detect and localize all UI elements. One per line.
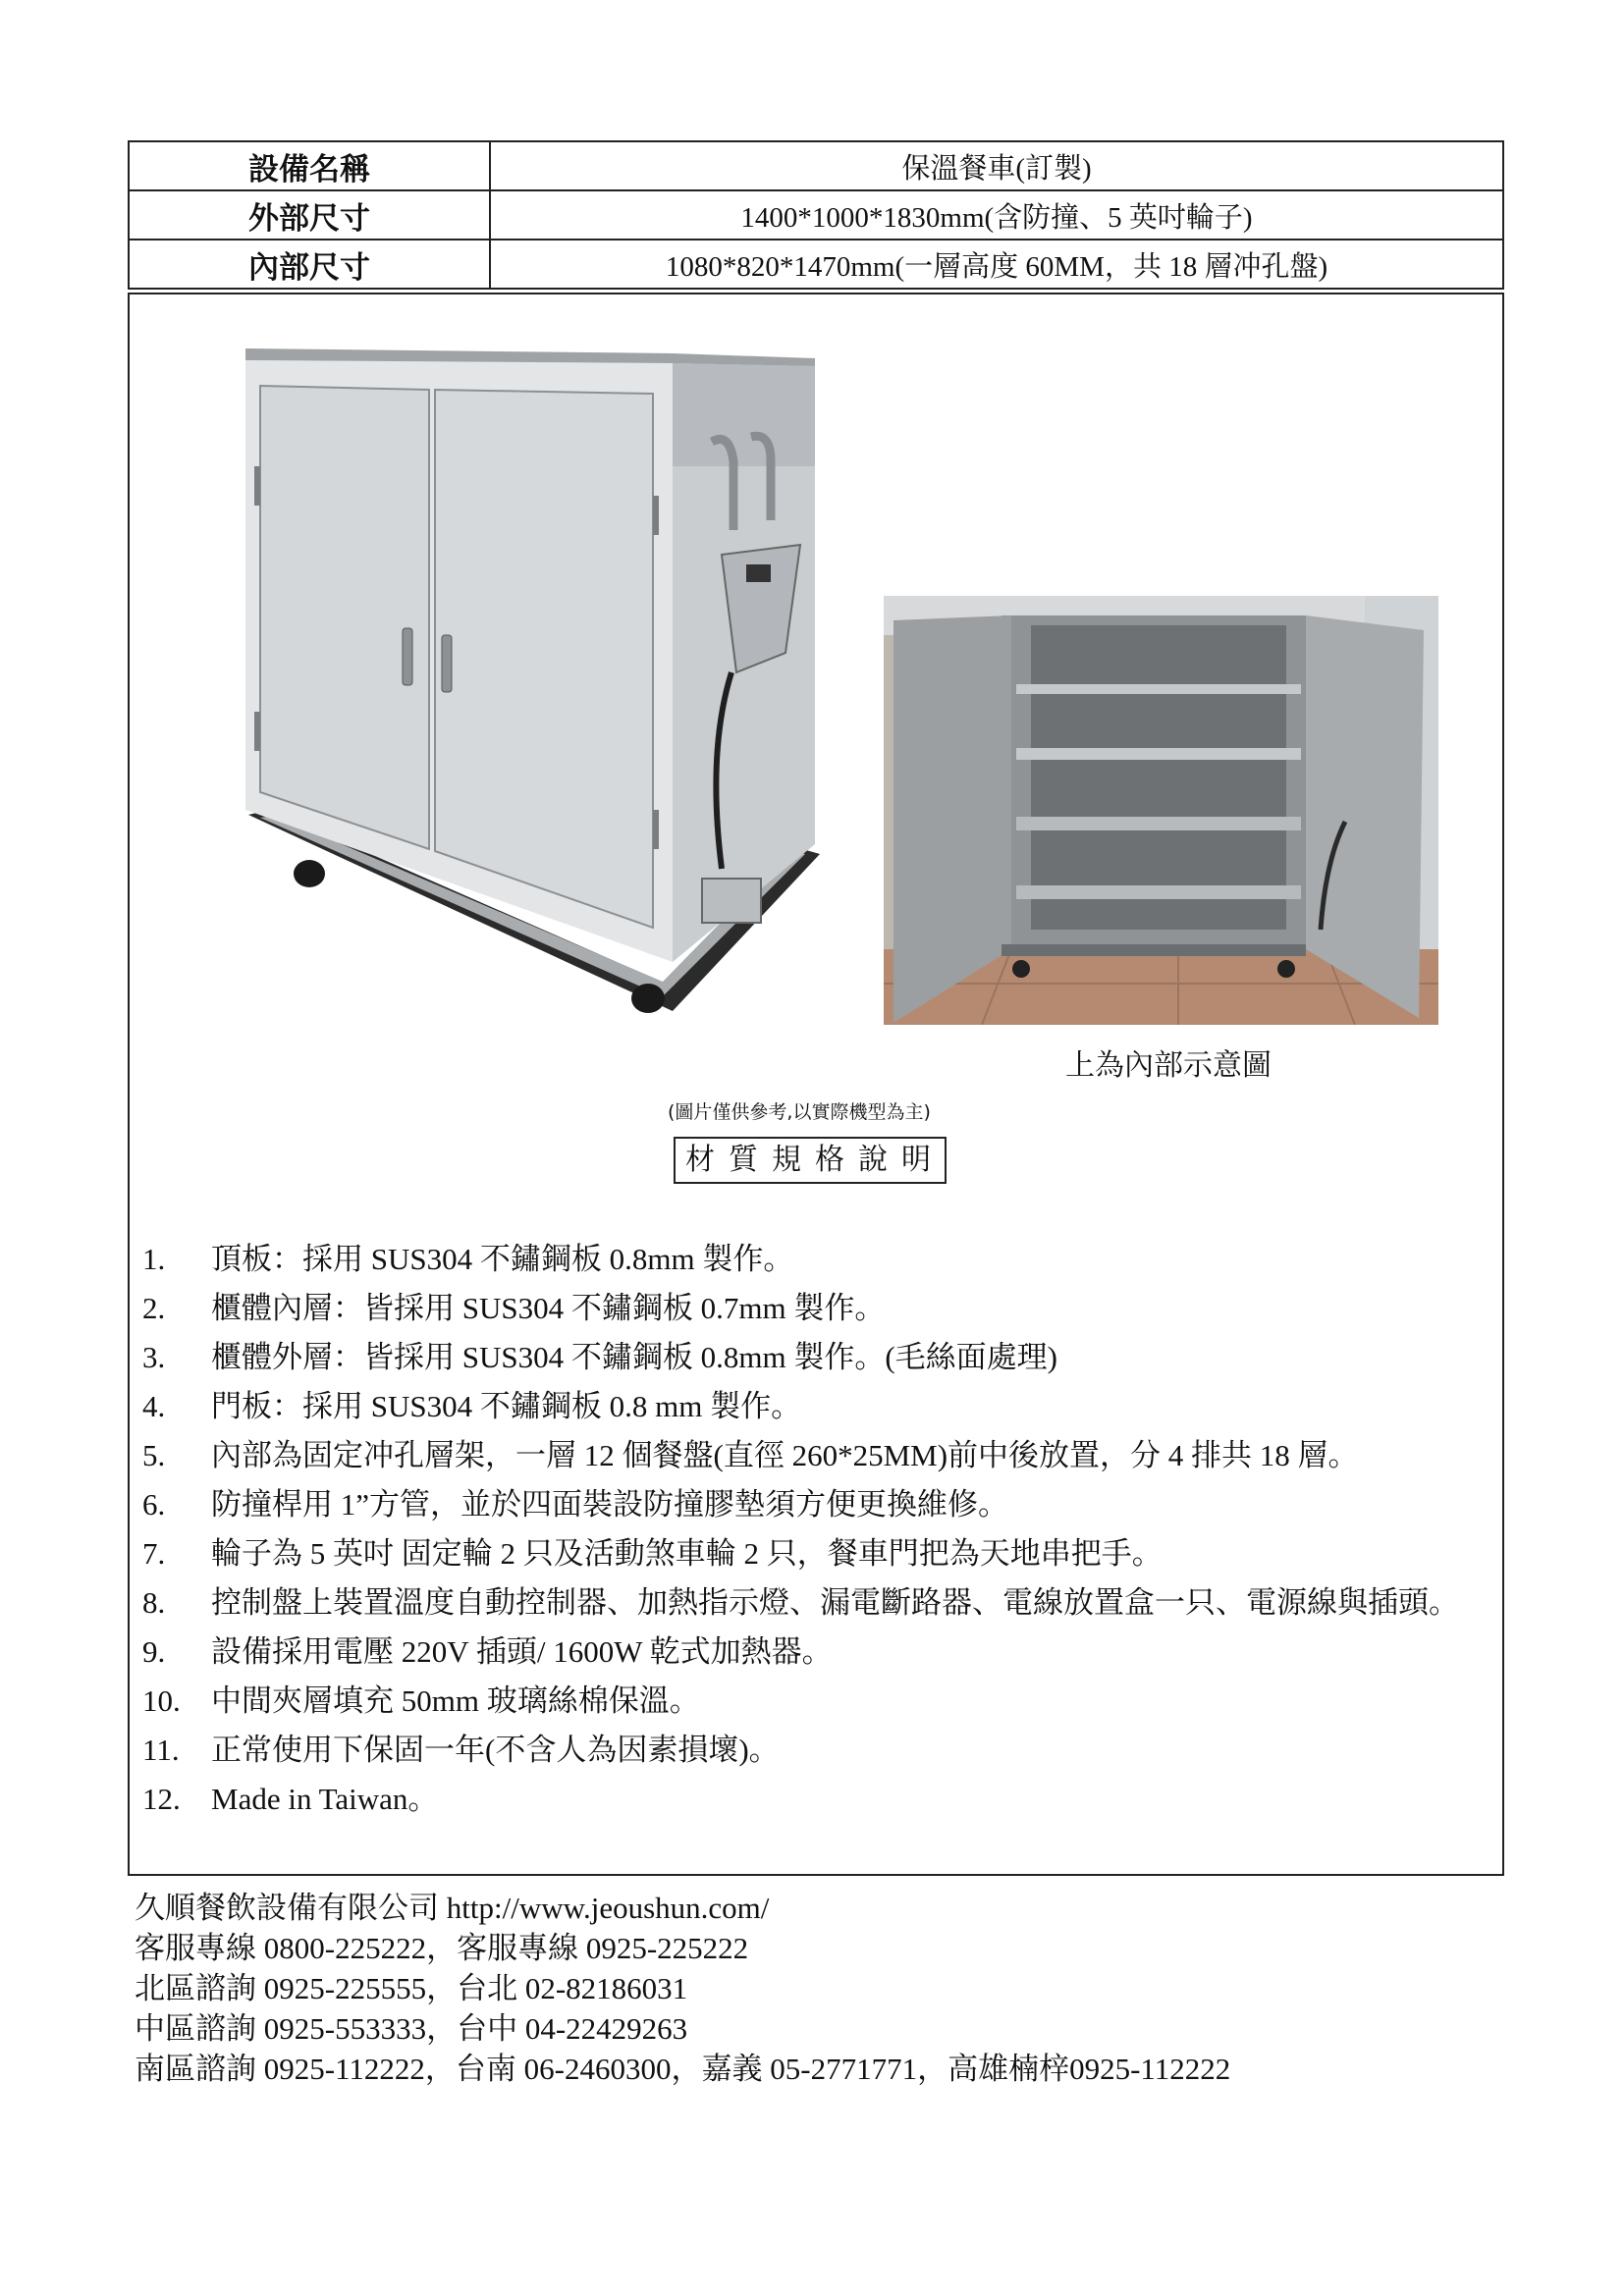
list-item <box>142 1235 1497 1284</box>
spec-value: 1080*820*1470mm(一層高度 60MM，共 18 層冲孔盤) <box>490 240 1503 289</box>
interior-caption: 上為內部示意圖 <box>1065 1048 1272 1083</box>
list-item <box>142 1284 1497 1333</box>
footer-company-line: 久順餐飲設備有限公司 http://www.jeoushun.com/ <box>135 1891 770 1925</box>
item-text: 防撞桿用 1”方管，並於四面裝設防撞膠墊須方便更換維修。 <box>211 1487 1009 1522</box>
image-disclaimer: (圖片僅供參考,以實際機型為主) <box>668 1101 931 1123</box>
company-footer <box>135 1888 1230 2089</box>
item-text: 中間夾層填充 50mm 玻璃絲棉保溫。 <box>211 1683 700 1718</box>
item-text: 控制盤上裝置溫度自動控制器、加熱指示燈、漏電斷路器、電線放置盒一只、電源線與插頭。 <box>211 1585 1459 1620</box>
section-title: 材質規格說明 <box>674 1137 947 1184</box>
spec-label: 外部尺寸 <box>129 190 490 240</box>
item-number: 12. <box>142 1782 181 1816</box>
list-item <box>142 1480 1497 1529</box>
item-text: 設備採用電壓 220V 插頭/ 1600W 乾式加熱器。 <box>211 1634 833 1669</box>
list-item <box>142 1333 1497 1382</box>
spec-table <box>128 140 1504 290</box>
list-item <box>142 1431 1497 1480</box>
footer-hotline: 客服專線 0800-225222，客服專線 0925-225222 <box>135 1931 749 1965</box>
item-text: 正常使用下保固一年(不含人為因素損壞)。 <box>211 1733 780 1767</box>
item-number: 3. <box>142 1340 166 1374</box>
spec-list <box>142 1235 1497 1824</box>
item-text: Made in Taiwan。 <box>211 1782 439 1816</box>
item-number: 8. <box>142 1585 166 1620</box>
item-number: 7. <box>142 1536 166 1571</box>
item-text: 輪子為 5 英吋 固定輪 2 只及活動煞車輪 2 只，餐車門把為天地串把手。 <box>211 1536 1163 1571</box>
list-item <box>142 1775 1497 1824</box>
item-text: 門板：採用 SUS304 不鏽鋼板 0.8 mm 製作。 <box>211 1389 802 1423</box>
item-number: 6. <box>142 1487 166 1522</box>
footer-south: 南區諮詢 0925-112222，台南 06-2460300，嘉義 05-2771771，高雄楠梓0925-112222 <box>135 2052 1231 2086</box>
list-item <box>142 1529 1497 1578</box>
item-number: 9. <box>142 1634 166 1669</box>
spec-value: 1400*1000*1830mm(含防撞、5 英吋輪子) <box>490 190 1503 240</box>
spec-row-name <box>129 141 1503 190</box>
item-number: 2. <box>142 1291 166 1325</box>
item-text: 櫃體內層：皆採用 SUS304 不鏽鋼板 0.7mm 製作。 <box>211 1291 886 1325</box>
item-number: 10. <box>142 1683 181 1718</box>
spec-label: 內部尺寸 <box>129 240 490 289</box>
cart-exterior-photo <box>241 348 825 1021</box>
list-item <box>142 1726 1497 1775</box>
spec-value: 保溫餐車(訂製) <box>490 141 1503 190</box>
item-text: 內部為固定冲孔層架，一層 12 個餐盤(直徑 260*25MM)前中後放置，分 4 排共 18 層。 <box>211 1438 1359 1472</box>
footer-central: 中區諮詢 0925-553333，台中 04-22429263 <box>135 2011 688 2046</box>
list-item <box>142 1382 1497 1431</box>
list-item <box>142 1578 1497 1628</box>
item-number: 1. <box>142 1242 166 1276</box>
list-item <box>142 1677 1497 1726</box>
item-number: 4. <box>142 1389 166 1423</box>
item-number: 5. <box>142 1438 166 1472</box>
cart-interior-photo <box>884 596 1438 1025</box>
spec-label: 設備名稱 <box>129 141 490 190</box>
item-text: 頂板：採用 SUS304 不鏽鋼板 0.8mm 製作。 <box>211 1242 794 1276</box>
item-number: 11. <box>142 1733 180 1767</box>
spec-row-internal-size <box>129 240 1503 289</box>
item-text: 櫃體外層：皆採用 SUS304 不鏽鋼板 0.8mm 製作。(毛絲面處理) <box>211 1340 1057 1374</box>
spec-row-external-size <box>129 190 1503 240</box>
footer-north: 北區諮詢 0925-225555，台北 02-82186031 <box>135 1971 688 2005</box>
list-item <box>142 1628 1497 1677</box>
